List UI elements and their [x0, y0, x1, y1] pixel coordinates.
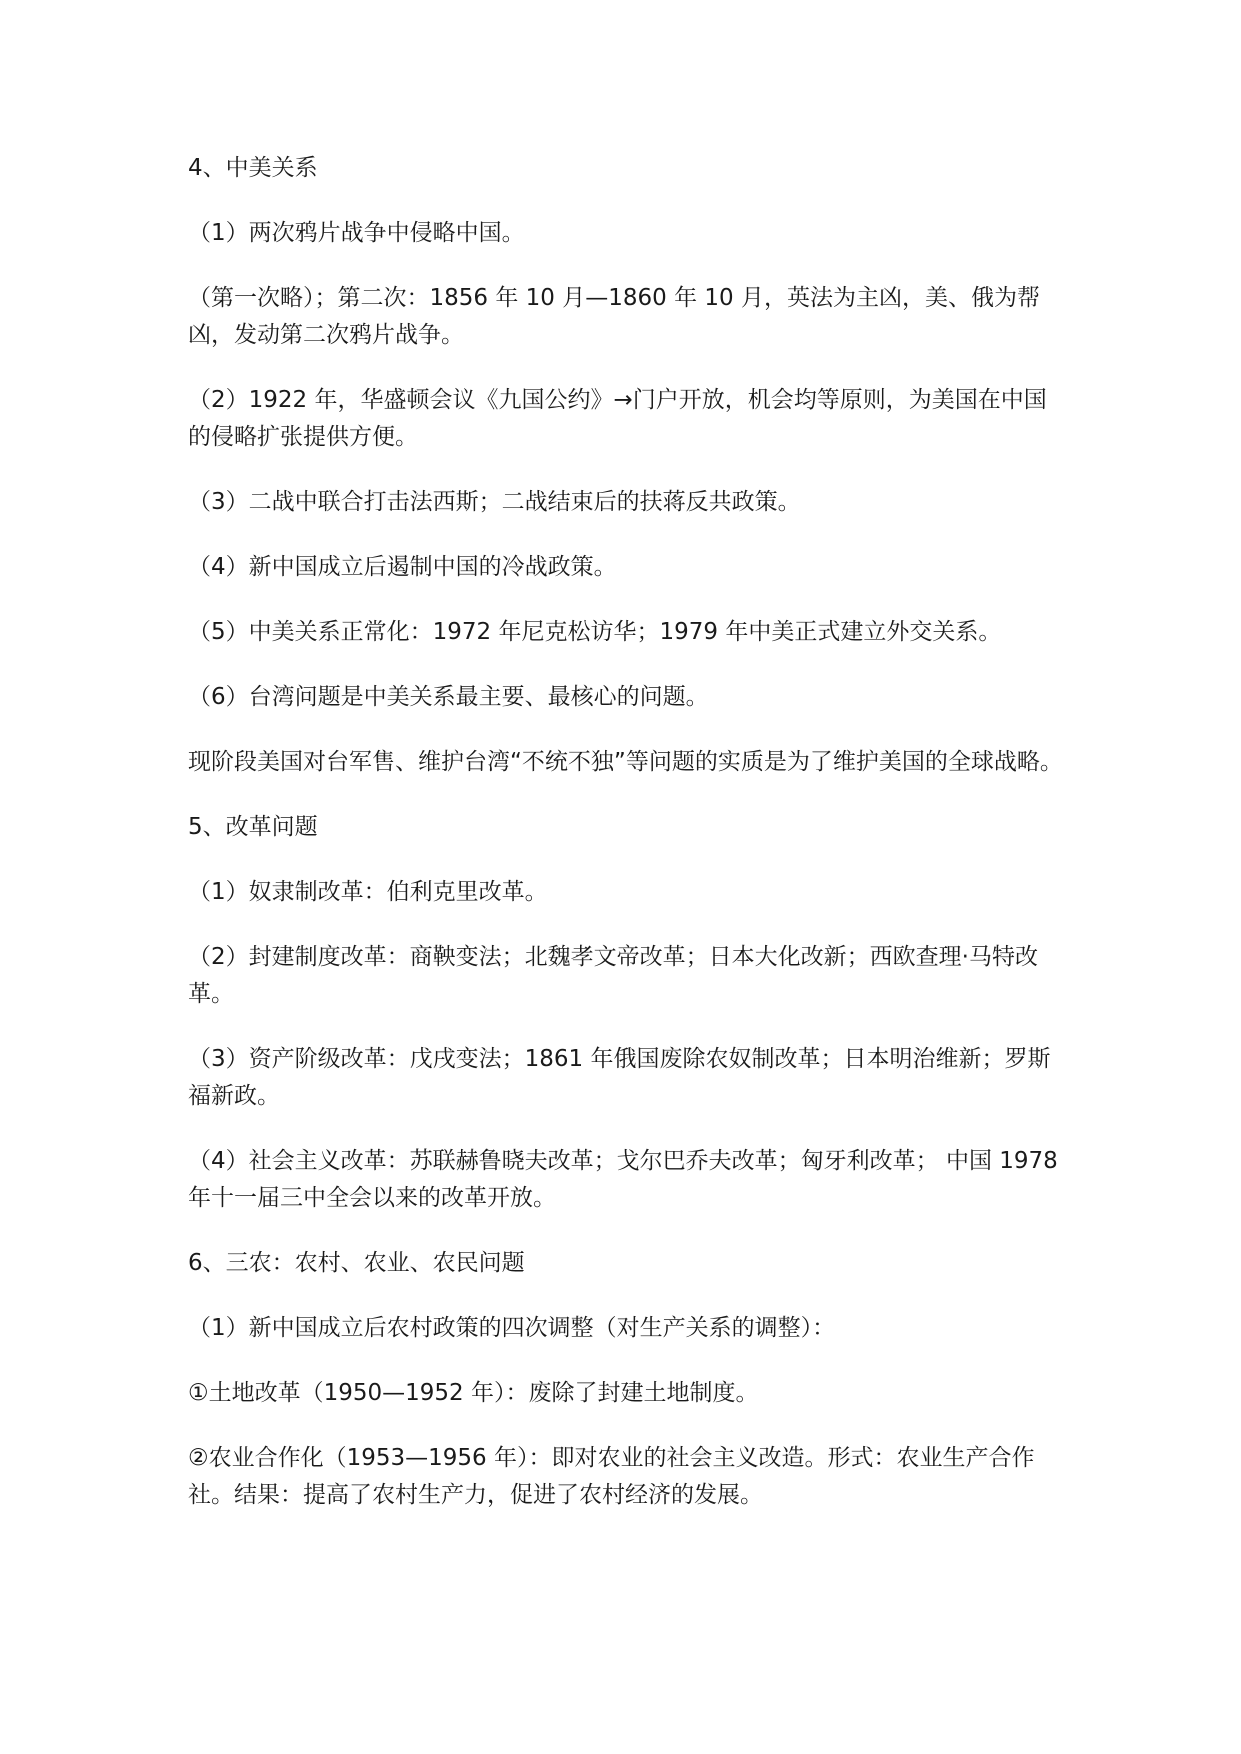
paragraph: （4）新中国成立后遏制中国的冷战政策。 [188, 554, 617, 580]
paragraph: 现阶段美国对台军售、维护台湾“不统不独”等问题的实质是为了维护美国的全球战略。 [188, 749, 1063, 775]
paragraph: （6）台湾问题是中美关系最主要、最核心的问题。 [188, 684, 709, 710]
paragraph: （2）1922 年，华盛顿会议《九国公约》→门户开放，机会均等原则，为美国在中国的侵略扩张提供方便。 [188, 387, 1047, 450]
section-heading-three-rural-issues: 6、三农：农村、农业、农民问题 [188, 1250, 525, 1276]
paragraph: （3）资产阶级改革：戊戌变法；1861 年俄国废除农奴制改革；日本明治维新；罗斯福新政。 [188, 1046, 1051, 1109]
paragraph: ①土地改革（1950—1952 年）：废除了封建土地制度。 [188, 1380, 759, 1406]
paragraph: （3）二战中联合打击法西斯；二战结束后的扶蒋反共政策。 [188, 489, 801, 515]
paragraph: （1）两次鸦片战争中侵略中国。 [188, 220, 525, 246]
document-body [188, 150, 1068, 1542]
paragraph: （4）社会主义改革：苏联赫鲁晓夫改革；戈尔巴乔夫改革；匈牙利改革； 中国 1978 年十一届三中全会以来的改革开放。 [188, 1148, 1058, 1211]
paragraph: （5）中美关系正常化：1972 年尼克松访华；1979 年中美正式建立外交关系。 [188, 619, 1002, 645]
paragraph: （1）新中国成立后农村政策的四次调整（对生产关系的调整）： [188, 1315, 836, 1341]
section-heading-reform: 5、改革问题 [188, 814, 318, 840]
section-heading-sino-us-relations: 4、中美关系 [188, 155, 318, 181]
paragraph: ②农业合作化（1953—1956 年）：即对农业的社会主义改造。形式：农业生产合作社。结果：提高了农村生产力，促进了农村经济的发展。 [188, 1445, 1035, 1508]
paragraph: （2）封建制度改革：商鞅变法；北魏孝文帝改革；日本大化改新；西欧查理·马特改革。 [188, 944, 1038, 1007]
paragraph: （第一次略）；第二次：1856 年 10 月—1860 年 10 月，英法为主凶，美、俄为帮凶，发动第二次鸦片战争。 [188, 285, 1040, 348]
paragraph: （1）奴隶制改革：伯利克里改革。 [188, 879, 548, 905]
